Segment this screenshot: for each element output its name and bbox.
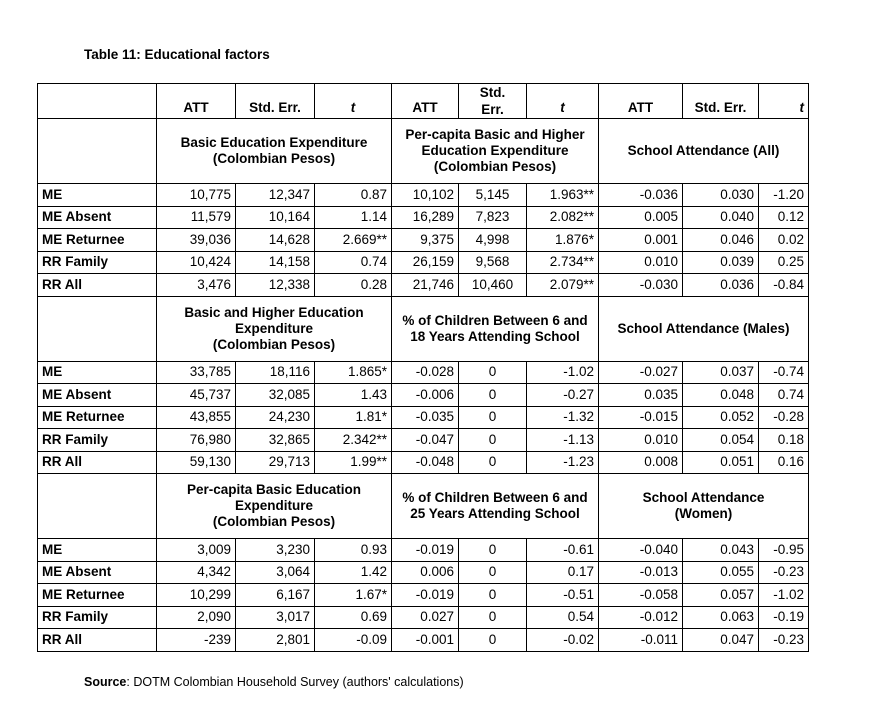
table-cell: 0.063 bbox=[683, 606, 759, 629]
table-row bbox=[38, 206, 809, 229]
table-cell: 3,064 bbox=[236, 561, 315, 584]
table-cell: 0.006 bbox=[392, 561, 459, 584]
table-cell: 76,980 bbox=[157, 429, 236, 452]
table-cell: 39,036 bbox=[157, 229, 236, 252]
table-cell: 0.051 bbox=[683, 451, 759, 474]
table-row bbox=[38, 251, 809, 274]
group-header bbox=[392, 296, 599, 361]
table-cell: 1.99** bbox=[315, 451, 392, 474]
table-cell: 2.342** bbox=[315, 429, 392, 452]
table-cell: 0.046 bbox=[683, 229, 759, 252]
table-row bbox=[38, 606, 809, 629]
std-err-line: Err. bbox=[481, 102, 504, 117]
row-label: ME bbox=[38, 361, 157, 384]
table-row bbox=[38, 361, 809, 384]
table-cell: -0.28 bbox=[759, 406, 809, 429]
row-label: ME Absent bbox=[38, 206, 157, 229]
table-cell: 0.030 bbox=[683, 184, 759, 207]
table-cell: 2.079** bbox=[527, 274, 599, 297]
table-row bbox=[38, 184, 809, 207]
table-cell: 59,130 bbox=[157, 451, 236, 474]
table-cell: 0.055 bbox=[683, 561, 759, 584]
row-label: ME bbox=[38, 539, 157, 562]
table-cell: 9,375 bbox=[392, 229, 459, 252]
table-cell: 45,737 bbox=[157, 384, 236, 407]
table-cell: 0.008 bbox=[599, 451, 683, 474]
table-cell: 0.036 bbox=[683, 274, 759, 297]
table-cell: -0.019 bbox=[392, 584, 459, 607]
table-cell: -239 bbox=[157, 629, 236, 652]
table-cell: 0.027 bbox=[392, 606, 459, 629]
table-cell: 0 bbox=[459, 606, 527, 629]
table-cell: 0.001 bbox=[599, 229, 683, 252]
table-cell: 10,424 bbox=[157, 251, 236, 274]
row-label: RR Family bbox=[38, 606, 157, 629]
table-row bbox=[38, 561, 809, 584]
table-row bbox=[38, 406, 809, 429]
group-header-line: School Attendance bbox=[642, 490, 765, 505]
table-cell: 4,998 bbox=[459, 229, 527, 252]
col-header-std-err: Std. Err. bbox=[236, 84, 315, 119]
table-cell: 0.052 bbox=[683, 406, 759, 429]
table-cell: 3,476 bbox=[157, 274, 236, 297]
table-cell: 21,746 bbox=[392, 274, 459, 297]
table-cell: 0.87 bbox=[315, 184, 392, 207]
table-title: Table 11: Educational factors bbox=[84, 47, 270, 62]
table-cell: 2.669** bbox=[315, 229, 392, 252]
table-cell: 2,090 bbox=[157, 606, 236, 629]
group-header-line: School Attendance (Males) bbox=[617, 320, 790, 336]
group-header-line: % of Children Between 6 and bbox=[402, 312, 588, 328]
table-cell: 11,579 bbox=[157, 206, 236, 229]
table-cell: 26,159 bbox=[392, 251, 459, 274]
table-row bbox=[38, 384, 809, 407]
group-header bbox=[157, 119, 392, 184]
table-cell: 1.14 bbox=[315, 206, 392, 229]
table-cell: 12,338 bbox=[236, 274, 315, 297]
table-cell: 0.054 bbox=[683, 429, 759, 452]
group-header bbox=[599, 296, 809, 361]
column-header-row bbox=[38, 84, 809, 119]
group-header-line: Basic and Higher Education bbox=[184, 304, 364, 320]
table-cell: 10,164 bbox=[236, 206, 315, 229]
empty-label-cell bbox=[38, 296, 157, 361]
row-label: RR Family bbox=[38, 251, 157, 274]
table-cell: -0.047 bbox=[392, 429, 459, 452]
row-label: ME Returnee bbox=[38, 229, 157, 252]
group-header bbox=[392, 119, 599, 184]
table-cell: 7,823 bbox=[459, 206, 527, 229]
table-cell: 0.18 bbox=[759, 429, 809, 452]
group-header-line: Basic Education Expenditure bbox=[180, 135, 368, 150]
group-header bbox=[157, 296, 392, 361]
table-cell: 2,801 bbox=[236, 629, 315, 652]
table-cell: 43,855 bbox=[157, 406, 236, 429]
table-cell: 1.81* bbox=[315, 406, 392, 429]
group-header-line: Education Expenditure bbox=[421, 143, 569, 158]
table-cell: 1.67* bbox=[315, 584, 392, 607]
table-cell: 6,167 bbox=[236, 584, 315, 607]
table-cell: -1.02 bbox=[759, 584, 809, 607]
table-cell: 0 bbox=[459, 406, 527, 429]
table-cell: 32,865 bbox=[236, 429, 315, 452]
table-cell: 14,158 bbox=[236, 251, 315, 274]
table-cell: 1.43 bbox=[315, 384, 392, 407]
table-cell: -1.13 bbox=[527, 429, 599, 452]
group-header-line: (Colombian Pesos) bbox=[212, 336, 336, 352]
table-cell: -0.19 bbox=[759, 606, 809, 629]
table-cell: 0 bbox=[459, 384, 527, 407]
table-cell: -1.20 bbox=[759, 184, 809, 207]
table-cell: 0.010 bbox=[599, 429, 683, 452]
table-cell: -0.048 bbox=[392, 451, 459, 474]
empty-label-cell bbox=[38, 119, 157, 184]
table-cell: 29,713 bbox=[236, 451, 315, 474]
table-cell: 1.963** bbox=[527, 184, 599, 207]
table-cell: 0.16 bbox=[759, 451, 809, 474]
table-cell: 0.02 bbox=[759, 229, 809, 252]
group-header bbox=[392, 474, 599, 539]
row-label: ME bbox=[38, 184, 157, 207]
table-cell: 2.734** bbox=[527, 251, 599, 274]
table-cell: 1.865* bbox=[315, 361, 392, 384]
row-label: ME Absent bbox=[38, 561, 157, 584]
group-header-row bbox=[38, 119, 809, 184]
table-cell: -1.23 bbox=[527, 451, 599, 474]
table-cell: -1.32 bbox=[527, 406, 599, 429]
table-cell: 0.005 bbox=[599, 206, 683, 229]
col-header-std-err: Std. Err. bbox=[683, 84, 759, 119]
table-cell: -0.011 bbox=[599, 629, 683, 652]
table-cell: 0 bbox=[459, 561, 527, 584]
table-cell: -0.013 bbox=[599, 561, 683, 584]
table-cell: -0.030 bbox=[599, 274, 683, 297]
row-label: RR Family bbox=[38, 429, 157, 452]
table-cell: 0.047 bbox=[683, 629, 759, 652]
table-cell: 0.035 bbox=[599, 384, 683, 407]
col-header-t: t bbox=[759, 84, 809, 119]
table-cell: 0.74 bbox=[759, 384, 809, 407]
group-header-line: (Colombian Pesos) bbox=[433, 159, 557, 174]
group-header bbox=[599, 474, 809, 539]
table-row bbox=[38, 451, 809, 474]
group-header-row bbox=[38, 296, 809, 361]
results-table bbox=[37, 83, 809, 652]
group-header-line: Per-capita Basic Education bbox=[186, 482, 362, 497]
std-err-line: Std. bbox=[479, 85, 506, 100]
row-label: RR All bbox=[38, 629, 157, 652]
table-cell: 3,230 bbox=[236, 539, 315, 562]
group-header-line: (Colombian Pesos) bbox=[212, 514, 336, 529]
table-cell: 0.93 bbox=[315, 539, 392, 562]
col-header-t: t bbox=[315, 84, 392, 119]
row-label: ME Returnee bbox=[38, 406, 157, 429]
table-cell: 0.057 bbox=[683, 584, 759, 607]
table-cell: 0 bbox=[459, 361, 527, 384]
table-cell: 2.082** bbox=[527, 206, 599, 229]
table-cell: 10,460 bbox=[459, 274, 527, 297]
table-cell: -0.015 bbox=[599, 406, 683, 429]
table-cell: -0.23 bbox=[759, 629, 809, 652]
table-cell: -0.74 bbox=[759, 361, 809, 384]
table-cell: 0.043 bbox=[683, 539, 759, 562]
table-cell: 16,289 bbox=[392, 206, 459, 229]
table-cell: -0.84 bbox=[759, 274, 809, 297]
table-cell: 9,568 bbox=[459, 251, 527, 274]
source-text: : DOTM Colombian Household Survey (authors' calculations) bbox=[126, 675, 464, 689]
table-cell: 0.048 bbox=[683, 384, 759, 407]
table-cell: 0.040 bbox=[683, 206, 759, 229]
table-cell: 10,299 bbox=[157, 584, 236, 607]
col-header-std-err-wrapped bbox=[459, 84, 527, 119]
table-cell: -0.012 bbox=[599, 606, 683, 629]
table-cell: 0.010 bbox=[599, 251, 683, 274]
group-header-line: % of Children Between 6 and bbox=[402, 490, 588, 505]
row-label: ME Returnee bbox=[38, 584, 157, 607]
group-header-line: 25 Years Attending School bbox=[410, 506, 580, 521]
table-row bbox=[38, 429, 809, 452]
table-cell: -0.09 bbox=[315, 629, 392, 652]
empty-corner-cell bbox=[38, 84, 157, 119]
table-cell: 10,775 bbox=[157, 184, 236, 207]
table-cell: 14,628 bbox=[236, 229, 315, 252]
group-header-line: Expenditure bbox=[234, 498, 313, 513]
row-label: RR All bbox=[38, 274, 157, 297]
table-row bbox=[38, 629, 809, 652]
row-label: ME Absent bbox=[38, 384, 157, 407]
table-cell: -0.27 bbox=[527, 384, 599, 407]
group-header-line: 18 Years Attending School bbox=[410, 328, 580, 344]
table-cell: -0.51 bbox=[527, 584, 599, 607]
table-cell: -0.019 bbox=[392, 539, 459, 562]
source-label: Source bbox=[84, 675, 127, 689]
table-cell: 33,785 bbox=[157, 361, 236, 384]
empty-label-cell bbox=[38, 474, 157, 539]
group-header-line: Expenditure bbox=[234, 320, 313, 336]
table-cell: 1.876* bbox=[527, 229, 599, 252]
table-cell: 0.54 bbox=[527, 606, 599, 629]
group-header-line: Per-capita Basic and Higher bbox=[405, 127, 585, 142]
table-cell: -0.61 bbox=[527, 539, 599, 562]
table-cell: 3,009 bbox=[157, 539, 236, 562]
table-cell: 10,102 bbox=[392, 184, 459, 207]
table-cell: 0 bbox=[459, 629, 527, 652]
table-cell: 0 bbox=[459, 429, 527, 452]
table-cell: 0.28 bbox=[315, 274, 392, 297]
table-cell: -0.040 bbox=[599, 539, 683, 562]
table-cell: -0.035 bbox=[392, 406, 459, 429]
col-header-att: ATT bbox=[157, 84, 236, 119]
table-cell: -0.95 bbox=[759, 539, 809, 562]
table-row bbox=[38, 229, 809, 252]
table-row bbox=[38, 539, 809, 562]
table-cell: 0.25 bbox=[759, 251, 809, 274]
table-cell: 0 bbox=[459, 451, 527, 474]
table-cell: 0 bbox=[459, 584, 527, 607]
table-cell: 0.12 bbox=[759, 206, 809, 229]
table-cell: 4,342 bbox=[157, 561, 236, 584]
table-cell: 0.039 bbox=[683, 251, 759, 274]
table-cell: 0.69 bbox=[315, 606, 392, 629]
table-row bbox=[38, 584, 809, 607]
group-header bbox=[599, 119, 809, 184]
table-cell: 12,347 bbox=[236, 184, 315, 207]
table-cell: -0.058 bbox=[599, 584, 683, 607]
table-cell: 0.17 bbox=[527, 561, 599, 584]
table-cell: 24,230 bbox=[236, 406, 315, 429]
group-header-line: School Attendance (All) bbox=[627, 143, 780, 158]
row-label: RR All bbox=[38, 451, 157, 474]
table-row bbox=[38, 274, 809, 297]
group-header-line: (Colombian Pesos) bbox=[212, 151, 336, 166]
group-header-row bbox=[38, 474, 809, 539]
table-cell: 0.037 bbox=[683, 361, 759, 384]
table-cell: -1.02 bbox=[527, 361, 599, 384]
table-cell: -0.036 bbox=[599, 184, 683, 207]
col-header-t: t bbox=[527, 84, 599, 119]
table-cell: -0.23 bbox=[759, 561, 809, 584]
col-header-att: ATT bbox=[392, 84, 459, 119]
table-cell: 0 bbox=[459, 539, 527, 562]
table-cell: 3,017 bbox=[236, 606, 315, 629]
group-header bbox=[157, 474, 392, 539]
table-cell: 18,116 bbox=[236, 361, 315, 384]
table-cell: 0.74 bbox=[315, 251, 392, 274]
table-cell: 1.42 bbox=[315, 561, 392, 584]
table-cell: -0.027 bbox=[599, 361, 683, 384]
table-cell: 5,145 bbox=[459, 184, 527, 207]
table-cell: 32,085 bbox=[236, 384, 315, 407]
table-cell: -0.028 bbox=[392, 361, 459, 384]
group-header-line: (Women) bbox=[674, 506, 733, 521]
table-cell: -0.001 bbox=[392, 629, 459, 652]
source-note bbox=[84, 675, 464, 689]
table-cell: -0.02 bbox=[527, 629, 599, 652]
col-header-att: ATT bbox=[599, 84, 683, 119]
table-cell: -0.006 bbox=[392, 384, 459, 407]
